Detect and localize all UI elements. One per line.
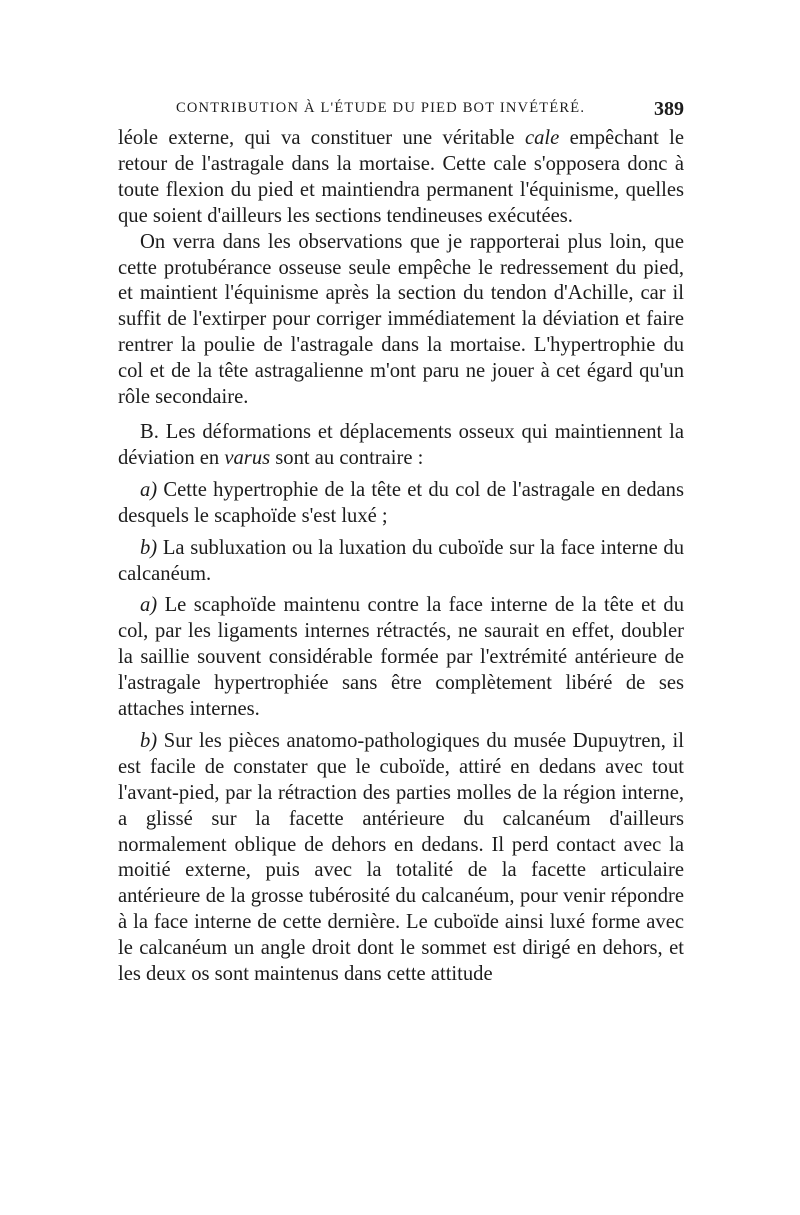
paragraph-continuation: léole externe, qui va constituer une véritable cale empêchant le retour de l'astragale dans la mortaise. Cette cale s'opposera donc à toute flexion du pied et maintiendra permanent l'équinisme, quelles que soient d'ailleurs les sections tendineuses exécutées. [118,127,684,227]
paragraph-section-b: B. Les déformations et déplacements osseux qui maintiennent la déviation en varus sont au contraire : [118,420,684,469]
emphasis-cale: cale [524,127,560,149]
list-marker-b: b) [140,536,158,559]
emphasis-varus: varus [224,446,271,469]
list-item-a: a) Cette hypertrophie de la tête et du col de l'astragale en dedans desquels le scaphoïde s'est luxé ; [118,478,684,527]
page-header [118,98,684,122]
running-head: CONTRIBUTION À L'ÉTUDE DU PIED BOT INVÉTÉRÉ. [176,100,586,116]
paragraph-scaphoide: a) Le scaphoïde maintenu contre la face interne de la tête et du col, par les ligaments internes rétractés, ne saurait en effet, doubler la saillie souvent considérable formée par l'extrémité antérieure de l'astragale hypertrophiée sans être complètement libéré de ses attaches internes. [118,594,684,721]
list-item-b: b) La subluxation ou la luxation du cuboïde sur la face interne du calcanéum. [118,536,684,585]
list-marker-b-2: b) [140,729,158,752]
paragraph-observations: On verra dans les observations que je rapporterai plus loin, que cette protubérance osseuse seule empêche le redressement du pied, et maintient l'équinisme après la section du tendon d'Achille, car il suffit de l'extirper pour corriger immédiatement la déviation et faire rentrer la poulie de l'astragale dans la mortaise. L'hypertrophie du col et de la tête astragalienne m'ont paru ne jouer à cet égard qu'un rôle secondaire. [118,230,684,409]
page-number: 389 [654,98,684,120]
body-text [118,126,684,988]
paragraph-cuboide: b) Sur les pièces anatomo-pathologiques du musée Dupuytren, il est facile de constater que le cuboïde, attiré en dedans avec tout l'avant-pied, par la rétraction des parties molles de la région interne, a glissé sur la facette antérieure du calcanéum d'ailleurs normalement oblique de dehors en dedans. Il perd contact avec la moitié externe, puis avec la totalité de la facette articulaire antérieure de la grosse tubérosité du calcanéum, pour venir répondre à la face interne de cette dernière. Le cuboïde ainsi luxé forme avec le calcanéum un angle droit dont le sommet est dirigé en dehors, et les deux os sont maintenus dans cette attitude [118,729,684,986]
list-marker-a-2: a) [140,594,158,617]
list-marker-a: a) [140,478,158,501]
